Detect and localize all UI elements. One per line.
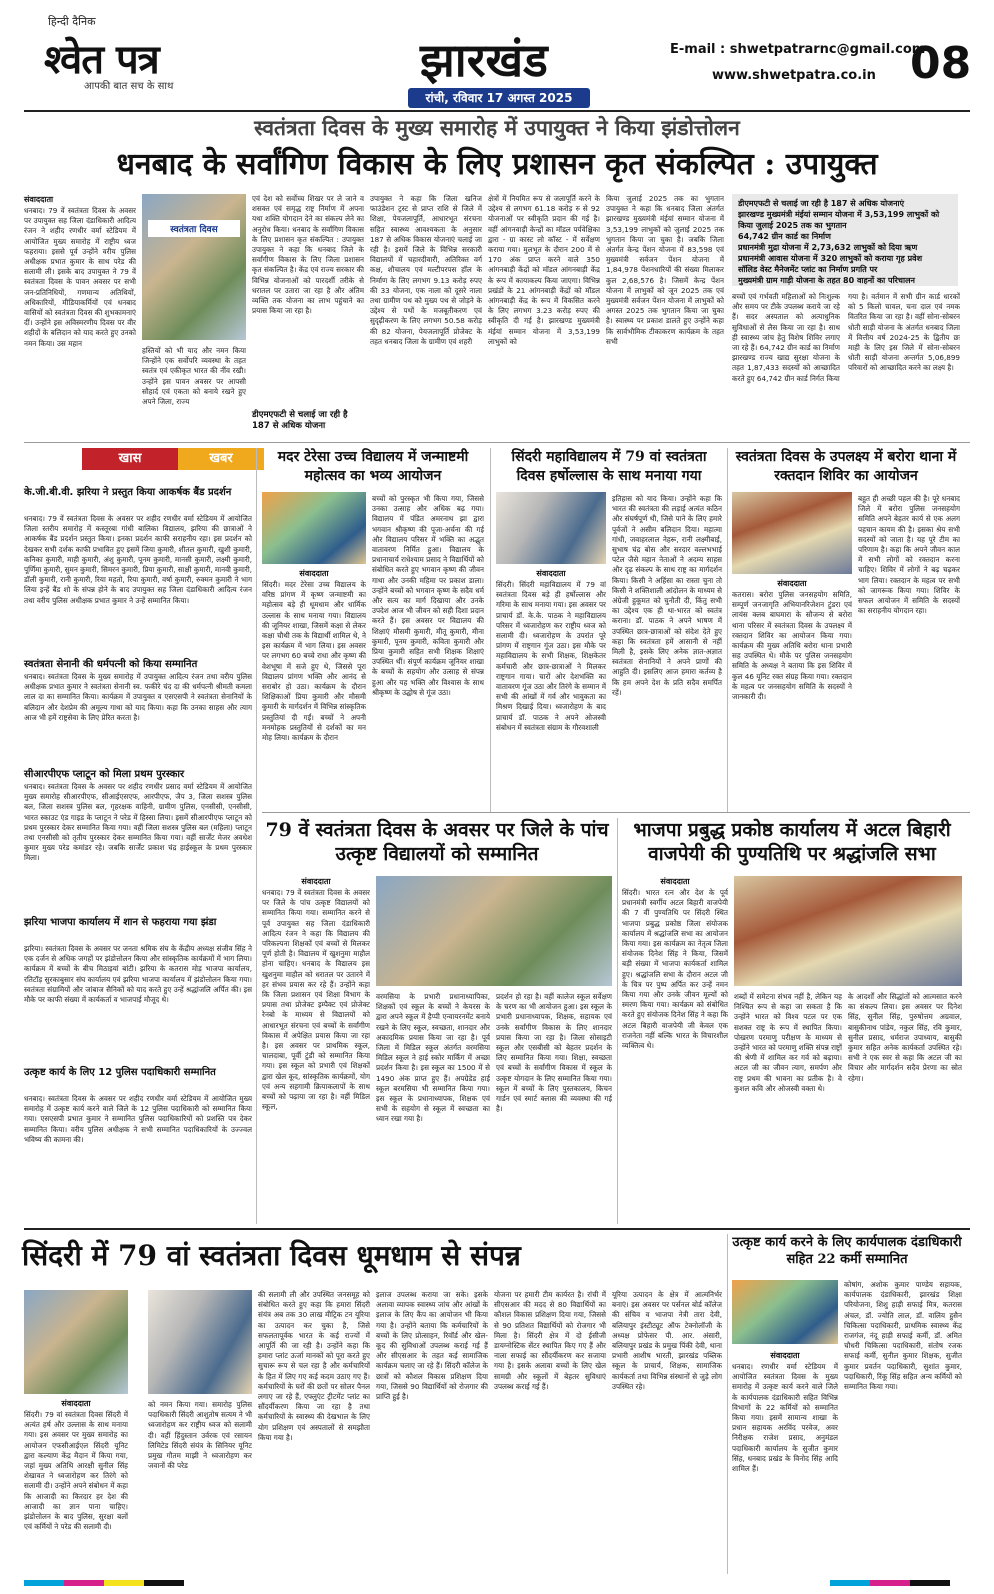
bottom-col-4: इलाज उपलब्ध कराया जा सके। इसके अलावा व्यापक स्वास्थ्य जांच और आंखों के इलाज के लिए कैंप का आयोजन भी किया गया है। उन्होंने बताया कि कर्मचारियों के बच्चों के लिए प्रोत्साहन, रिवॉर्ड और खेल-कूद की सुविधाओं उपलब्ध कराई गई हैं और सीएसआर के तहत कई सामाजिक कार्यक्रम चलाए जा रहे हैं। सिंदरी कॉलेज के छात्रों को कौशल विकास प्रशिक्षण दिया गया, जिससे 90 विद्यार्थियों को रोजगार की प्राप्ति हुई है। [376,1290,488,1402]
bottom-col-5: योजना पर हमारी टीम कार्यरत है। रांची में सीएसआर की मदद से 80 विद्यार्थियों का कौशल विकास प्रशिक्षण दिया गया, जिससे से 90 प्रतिशत विद्यार्थियों को रोजगार भी मिला है। सिंदरी क्षेत्र में दो ईसीजी डायग्नोस्टिक सेंटर स्थापित किए गए हैं और नाला सफाई का सौंदर्यीकरण कर सजाया गया है। इसके अलावा बच्चों के लिए खेल सामग्री और स्कूलों में बेहतर सुविधाएं उपलब्ध कराई गई हैं। [494,1290,606,1391]
highlight-item: सॉलिड वेस्ट मैनेजमेंट प्लांट का निर्माण प्रगति पर [738,265,878,274]
lead-col-8: गया है। वर्तमान में सभी ग्रीन कार्ड धारकों को 5 किलो चावल, चना दाल एवं नमक वितरित किया जा रहा है। वहीं सोना-सोबरन धोती साड़ी योजना के अंतर्गत धनबाद जिला में वित्तीय वर्ष 2024-25 के द्वितीय छः माही के लिए इस जिले में सोना-सोबरन धोती साड़ी योजना अन्तर्गत 5,06,899 परिवारों को आच्छादित करने का लक्ष्य है। [848,292,960,373]
print-mark-yellow [104,1580,144,1586]
section-title: झारखंड [420,33,548,87]
lead-col-7: बच्चों एवं गर्भवती महिलाओं को निःशुल्क और समय पर टीके उपलब्ध कराये जा रहे हैं। सदर अस्पताल को अत्याधुनिक सुविधाओं से लैस किया जा रहा है। साथ ही स्वास्थ्य जांच हेतु विशेष शिविर लगाए जा रहे हैं। 64,742 ग्रीन कार्ड का निर्माण झारखण्ड राज्य खाद्य सुरक्षा योजना के तहत 1,87,433 सदस्यों को आच्छादित करते हुए 64,742 ग्रीन कार्ड निर्गत किया [732,292,840,383]
brief-text: झरिया। स्वतंत्रता दिवस के अवसर पर जनता श्रमिक संघ के केंद्रीय अध्यक्ष संजीव सिंह ने एक दर्जन से अधिक जगहों पर झंडोत्तोलन किया और सांस्कृतिक कार्यक्रमों में भाग लिया। कार्यक्रम में बच्चों के बीच मिठाइयां बांटी। झरिया के कतरास मोड़ भाजपा कार्यालय, रतिटॉड़ सुरकाबुसार संघ कार्यालय एवं झरिया भाजपा कार्यालय में झंडोत्तोलन किया गया। स्वतंत्रता संग्रामियों और जांबाज सैनिकों को याद करते हुए उन्हें श्रद्धांजलि अर्पित की। इस मौके पर काफी संख्या में कार्यकर्ता व भाजपाई मौजूद थे। [24,944,252,1005]
bjp-col-3: के आदर्शों और सिद्धांतों को आत्मसात करने का संकल्प लिया। इस अवसर पर दिनेश सिंह, सुनील सिंह, पुरुषोत्तम अग्रवाल, बासुकीनाथ पांडेय, नकुल सिंह, रवि कुमार, सुनील प्रसाद, धर्मराज उपाध्याय, बासुकी कुमार सहित अनेक कार्यकर्ता उपस्थित रहे। सभी ने एक स्वर से कहा कि अटल जी का विचार और मार्गदर्शन सदैव प्रेरणा का स्रोत रहेगा। [848,992,962,1083]
khas-label: खास [82,448,178,470]
website-address: www.shwetpatra.co.in [712,68,876,83]
column-divider [617,818,618,1224]
newspaper-tagline: आपकी बात सच के साथ [84,81,174,92]
college-byline: संवाददाता [536,569,566,578]
schools-col-3: प्रदर्शन हो रहा है। वहीं कालेज स्कूल सर्वेक्षण के चरण का भी आयोजन हुआ। इस स्कूल के प्रभारी प्रधानाध्यापक, शिक्षक, सहायक एवं उनके सर्वांगीण विकास के लिए शानदार प्रयास किया जा रहा है। जिला सोसाइटी स्कूल और एसबीसी को बेहतर प्रदर्शन के लिए सम्मानित किया गया। शिक्षा, स्वच्छता एवं बच्चों के सर्वांगीण विकास में स्कूल के उत्कृष्ट योगदान के लिए सम्मानित किया गया। स्कूल में बच्चों के लिए पुस्तकालय, किचन गार्डन एवं स्मार्ट क्लास की व्यवस्था की गई है। [496,992,612,1114]
blood-camp-col-2: बहुत ही अच्छी पहल की है। पूरे धनबाद जिले में बरोरा पुलिस जनसहयोग समिति अपने बेहतर कार्य से एक अलग पहचान कायम की है। इसका श्रेय सभी सदस्यों को जाता है। यह पूरे टीम का परिणाम है। कहा कि अपने जीवन काल में सभी लोगों को रक्तदान करना चाहिए। शिविर में लोगों ने बढ़ चढ़कर भाग लिया। रक्तदान के महत्व पर सभी को जागरूक किया गया। शिविर के सफल आयोजन में समिति के सदस्यों का सराहनीय योगदान रहा। [858,494,960,616]
lead-kicker: स्वतंत्रता दिवस के मुख्य समारोह में उपायुक्त ने किया झंडोत्तोलन [254,116,740,140]
section-divider [262,812,970,813]
print-mark-black [144,1580,184,1586]
bottom-headline: सिंदरी में 79 वां स्वतंत्रता दिवस धूमधाम से संपन्न [22,1239,521,1272]
bjp-col-1: सिंदरी। भारत रत्न और देश के पूर्व प्रधानमंत्री स्वर्गीय अटल बिहारी वाजपेयी की 7 वीं पुण्यतिथि पर सिंदरी स्थित भाजपा प्रबुद्ध प्रकोष्ठ जिला संयोजक कार्यालय में श्रद्धांजलि सभा का आयोजन किया गया। इस कार्यक्रम का नेतृत्व जिला संयोजक दिनेश सिंह ने किया, जिसमें बड़ी संख्या में भाजपा कार्यकर्ता शामिल हुए। श्रद्धांजलि सभा के दौरान अटल जी के चित्र पर पुष्प अर्पित कर उन्हें नमन किया गया और उनके जीवन मूल्यों को स्मरण किया गया। कार्यक्रम को संबोधित करते हुए संयोजक दिनेश सिंह ने कहा कि अटल बिहारी वाजपेयी जी केवल एक राजनेता नहीं बल्कि भारत के विचारशील व्यक्तित्व थे। [622,888,728,1051]
lead-col-3: एवं देश को सर्वोच्च शिखर पर ले जाने व शसक्त एवं समृद्ध राष्ट्र निर्माण में अपना यथा शक्ति योगदान देने का संकल्प लेने का अनुरोध किया। धनबाद के सर्वांगिण विकास के लिए प्रशासन कृत संकल्पित : उपायुक्त उपायुक्त ने कहा कि धनबाद जिले के सर्वांगीण विकास के लिए जिला प्रशासन कृत संकल्पित है। केंद्र एवं राज्य सरकार की विभिन्न योजनाओं को पारदर्शी तरीके से धरातल पर उतारा जा रहा है और अंतिम व्यक्ति तक योजना का लाभ पहुंचाने का प्रयास किया जा रहा है। [252,194,364,316]
section-divider [24,442,970,443]
teresa-photo [262,492,366,564]
column-divider [490,448,491,812]
photo-banner-text: स्वतंत्रता दिवस [148,220,240,237]
bottom-photo-1 [24,1290,128,1394]
print-mark-cyan [830,1580,870,1586]
brief-title: सीआरपीएफ प्लाटून को मिला प्रथम पुरस्कार [24,769,185,780]
lead-col-2: हस्तियों को भी याद और नमन किया जिन्होंने एक सर्वोपरि व्यवस्था के तहत स्वतंत्र एवं एकीकृत भारत की नींव रखी। उन्होंने इस पावन अवसर पर आपसी सौहार्द एवं एकता को बनाये रखने हुए अपने जिला, राज्य [142,346,246,407]
brief-text: धनबाद। स्वतंत्रता दिवस के अवसर पर शहीद रणधीर वर्मा स्टेडियम में आयोजित मुख्य समारोह में उत्कृष्ट कार्य करने वाले जिले के 12 पुलिस पदाधिकारी को सम्मानित किया गया। एसएसपी प्रभात कुमार ने सम्मानित पुलिस पदाधिकारियों को प्रशस्ति पत्र देकर सम्मानित किया। वरीय पुलिस अधीक्षक ने सभी सम्मानित पदाधिकारियों के उज्ज्वल भविष्य की कामना की। [24,1094,252,1144]
honour-col-2: कोषांग, अशोक कुमार पाण्डेय सहायक, कार्यपालक दंडाधिकारी, झारखंड शिक्षा परियोजना, शिशु हाड़ी सफाई मित्र, कतरास अंचल, डॉ. ज्योति लाल, डॉ. वालिय हुसैन चिकित्सा पदाधिकारी, प्राथमिक स्वास्थ्य केंद्र राजगंज, नंदू हाड़ी सफाई कर्मी, डॉ. अमित चौधरी चिकित्सा पदाधिकारी, संतोष रजक सफाई कर्मी, सुनील कुमार शिक्षक, सुजीत कुमार प्रवर्तन पदाधिकारी, सुशांत कुमार, पदाधिकारी, रिंकू सिंह सहित अन्य कर्मियों को सम्मानित किया गया। [844,1280,962,1392]
masthead-rule [24,110,970,112]
print-mark-black [910,1580,950,1586]
brief-title: के.जी.बी.वी. झरिया ने प्रस्तुत किया आकर्षक बैंड प्रदर्शन [24,487,232,498]
college-col-1: सिंदरी। सिंदरी महाविद्यालय में 79 वां स्वतंत्रता दिवस बड़े ही हर्षोल्लास और गरिमा के साथ मनाया गया। इस अवसर पर प्राचार्य डॉ. के.के. पाठक ने महाविद्यालय परिसर में ध्वजारोहण कर राष्ट्रीय ध्वज को सलामी दी। ध्वजारोहण के उपरांत पूरे प्रांगण में राष्ट्रगान गूंज उठा। इस मौके पर महाविद्यालय के सभी शिक्षक, शिक्षकेतर कर्मचारी और छात्र-छात्राओं ने मिलकर राष्ट्रगान गाया। चारों ओर देशभक्ति का वातावरण गूंज उठा और तिरंगे के सम्मान में सभी की आंखों में गर्व और भावुकता का मिश्रण दिखाई दिया। ध्वजारोहण के बाद प्राचार्य डॉ. पाठक ने अपने ओजस्वी संबोधन में स्वतंत्रता संग्राम के गौरवशाली [496,580,606,732]
lead-highlights-box [732,194,958,286]
teresa-col-1: सिंदरी। मदर टेरेसा उच्च विद्यालय के वरिष्ठ प्रांगण में कृष्ण जन्माष्टमी का महोत्सव बड़े ही धूमधाम और धार्मिक उल्लास के साथ मनाया गया। विद्यालय की जूनियर शाखा, जिसमें कक्षा से लेकर कक्षा चौथी तक के विद्यार्थी शामिल थे, ने इस कार्यक्रम में भाग लिया। इस अवसर पर लगभग 60 बच्चे राधा और कृष्ण की वेशभूषा में सजे हुए थे, जिससे पूरा विद्यालय प्रांगण भक्ति और आनंद से सराबोर हो उठा। कार्यक्रम के दौरान शिक्षिकाओं प्रिया कुमारी और मौसमी कुमारी के मार्गदर्शन में विभिन्न सांस्कृतिक प्रस्तुतियां दी गईं। बच्चों ने अपनी मनमोहक प्रस्तुतियों से दर्शकों का मन मोह लिया। कार्यक्रम के दौरान [262,580,366,743]
lead-byline: संवाददाता [24,195,54,204]
bottom-col-6: यूरिया उत्पादन के क्षेत्र में आत्मनिर्भर बनाएं। इस अवसर पर पर्सनल बोर्ड कॉलेज की संचिव व भाजपा नेत्री तारा देवी, बलियापुर इंस्टीट्यूट ऑफ टेक्नोलॉजी के अध्यक्ष प्रोफेसर पी. आर. अंसारी, बलियापुर प्रखंड के प्रमुख पिंकी देवी, थाना प्रभारी आशीष भारती, झारखंड पब्लिक स्कूल के प्राचार्य, शिक्षक, सामाजिक कार्यकर्ता तथा विभिन्न संस्थानों से जुड़े लोग उपस्थित रहे। [612,1290,722,1391]
brief-text: धनबाद। स्वतंत्रता दिवस के मुख्य समारोह में उपायुक्त आदित्य रंजन तथा वरीय पुलिस अधीक्षक प्रभात कुमार ने स्वतंत्रता सेनानी स्व. फकीरे चंद दा की धर्मपत्नी श्रीमती कमला लाल दा का सम्मानित किया। कार्यक्रम में उपायुक्त व एसएसपी ने स्वतंत्रता सेनानियों के बलिदान और देशप्रेम की अमूल्य गाथा को याद किया। कहा कि उनका साहस और त्याग आज भी हमें राष्ट्रसेवा के लिए प्रेरित करता है। [24,672,252,722]
khabar-label: खबर [178,448,264,470]
brief-title: झरिया भाजपा कार्यालय में शान से फहराया गया झंडा [24,917,217,928]
teresa-col-2: बच्चों को पुरस्कृत भी किया गया, जिससे उनका उत्साह और अधिक बढ़ गया। विद्यालय में पंडित अमरनाथ झा द्वारा भगवान श्रीकृष्ण की पूजा-अर्चना की गई और विद्यालय परिसर में भक्ति का अद्भुत वातावरण निर्मित हुआ। विद्यालय के प्रधानाचार्य राधेश्याम प्रसाद ने विद्यार्थियों को संबोधित करते हुए भगवान कृष्ण की जीवन गाथा और उनकी महिमा पर प्रकाश डाला। उन्होंने बच्चों को भगवान कृष्ण के सदैव धर्म और सत्य का मार्ग दिखाया और उनके उपदेश आज भी जीवन को सही दिशा प्रदान करते हैं। इस अवसर पर विद्यालय की शिक्षाएं मौसमी कुमारी, मीतू कुमारी, मीना कुमारी, पूनम कुमारी, कविता कुमारी और प्रिया कुमारी सहित सभी शिक्षक शिक्षाएं उपस्थित थीं। संपूर्ण कार्यक्रम जूनियर शाखा के बच्चों के सहयोग और उत्साह से संपन्न हुआ और यह भक्ति और विश्वास के साथ श्रीकृष्ण के उद्घोष से गूंज उठा। [372,494,484,697]
bottom-col-2: को नमन किया गया। समारोह पुलिस पदाधिकारी सिंदरी आशुतोष सत्यम ने भी ध्वजारोहण कर राष्ट्रीय ध्वज को सलामी दी। वहीं हिंदुस्तान उर्वरक एवं रसायन लिमिटेड सिंदरी संयंत्र के सिनियर यूनिट प्रमुख गौतम माझी ने ध्वजारोहण कर जवानों की परेड [148,1400,252,1471]
section-divider [24,1228,970,1230]
honour-headline: उत्कृष्ट कार्य करने के लिए कार्यपालक दंडाधिकारी सहित 22 कर्मी सम्मानित [732,1235,962,1267]
highlight-item: डीएमएफटी से चलाई जा रही है 187 से अधिक योजनाएं [738,199,905,208]
bottom-byline: संवाददाता [61,1399,91,1408]
lead-headline: धनबाद के सर्वांगिण विकास के लिए प्रशासन कृत संकल्पित : उपायुक्त [116,147,878,182]
bjp-byline: संवाददाता [660,877,690,886]
bottom-col-3: की सलामी ली और उपस्थित जनसमूह को संबोधित करते हुए कहा कि हमारा सिंदरी संयंत्र अब तक 30 लाख मीट्रिक टन यूरिया का उत्पादन कर चुका है, जिसे सफलतापूर्वक भारत के कई राज्यों में आपूर्ति की जा रही है। उन्होंने कहा कि हमारा प्लांट ऊर्जा मानकों को पूरा करते हुए सुचारू रूप से चल रहा है और कर्मचारियों के हित में लिए गए कई कदम उठाए गए हैं। कर्मचारियों के घरों की छतों पर सोलर पैनल लगाए जा रहे हैं, एफ्लुएंट ट्रीटमेंट प्लांट का सौंदर्यीकरण किया जा रहा है तथा कर्मचारियों के स्वास्थ्य की देखभाल के लिए योग प्रशिक्षण एवं अस्पतालों से समझौता किया गया है। [258,1290,370,1442]
blood-camp-byline: संवाददाता [777,579,807,588]
brief-text: धनबाद। स्वतंत्रता दिवस के अवसर पर शहीद रणधीर प्रसाद वर्मा स्टेडियम में आयोजित मुख्य समारोह सीआरपीएफ, सीआईएसएफ, आरपीएफ, जैप 3, जिला सशस्त्र पुलिस बल, जिला सशस्त्र पुलिस बल, गृहरक्षक वाहिनी, ग्रामीण पुलिस, एनसीसी, एनसीसी, भारत स्काउट एंड गाइड के प्लाटून ने परेड में हिस्सा लिया। इसमें सीआरपीएफ प्लाटून को प्रथम पुरस्कार देकर सम्मानित किया गया। वहीं जिला सशस्त्र पुलिस बल (महिला) प्लाटून तथा एनसीसी को तृतीय पुरस्कार देकर सम्मानित किया गया। वहीं सार्जेंट मेजर अवधेश कुमार मुख्य परेड कमांडर रहे। जबकि सार्जेंट प्रकाश चंद्र हाईस्कूल के प्रथम पुरस्कार मिला। [24,782,252,863]
newspaper-logo: श्वेत पत्र [44,36,159,83]
highlight-item: प्रधानमंत्री मुद्रा योजना में 2,73,632 लाभुकों को दिया ऋण [738,243,918,252]
highlight-item: प्रधानमंत्री आवास योजना में 320 लाभुकों को कराया गृह प्रवेश [738,254,923,263]
honour-photo [732,1280,838,1344]
college-headline: सिंदरी महाविद्यालय में 79 वां स्वतंत्रता दिवस हर्षोल्लास के साथ मनाया गया [511,449,707,484]
lead-photo-flag-hoisting [142,194,246,340]
highlight-item: किया जुलाई 2025 तक का भुगतान [738,221,847,230]
email-address: E-mail : shwetpatrarnc@gmail.com [670,42,926,57]
brief-text: धनबाद। 79 वें स्वतंत्रता दिवस के अवसर पर शहीद रणधीर वर्मा स्टेडियम में आयोजित जिला स्तरीय समारोह में कस्तूरबा गांधी बालिका विद्यालय, झरिया की छात्राओं ने आकर्षक बैंड प्रदर्शन प्रस्तुत किया। इनका प्रदर्शन काफी सराहनीय रहा। इस प्रदर्शन को देखकर सभी दर्शक काफी प्रभावित हुए इसमें जिया कुमारी, शीतल कुमारी, खुशी कुमारी, कनिका कुमारी, माही कुमारी, अंशु कुमारी, पूनम कुमारी, मानसी कुमारी, लक्ष्मी कुमारी, पूर्णिमा कुमारी, सुमन कुमारी, सिमरन कुमारी, प्रिया कुमारी, साक्षी कुमारी, मानवी कुमारी, डॉली कुमारी, रानी कुमारी, रिया महतो, रिया कुमारी, वर्षा कुमारी, रुक्मन कुमारी ने भाग लिया इन्हें बैंड शो के संपन्न होने के बाद उपायुक्त सह जिला दंडाधिकारी आदित्य रंजन तथा वरीय पुलिस अधीक्षक प्रभात कुमार ने उन्हें सम्मानित किया। [24,514,252,605]
college-photo [496,492,606,564]
lead-col-1: धनबाद। 79 वें स्वतंत्रता दिवस के अवसर पर उपायुक्त सह जिला दंडाधिकारी आदित्य रंजन ने शहीद रणधीर वर्मा स्टेडियम में आयोजित मुख्य समारोह में राष्ट्रीय ध्वज फहराया। इससे पूर्व उन्होंने वरीय पुलिस अधीक्षक प्रभात कुमार के साथ परेड की सलामी ली। इसके बाद उपायुक्त ने 79 वें स्वतंत्रता दिवस के पावन अवसर पर सभी जन-प्रतिनिधियों, गणमान्य अतिथियों, अधिकारियों, मीडियाकर्मियों एवं धनबाद वासियों को स्वतंत्रता दिवस की शुभकामनाएं दीं। उन्होंने इस अविस्मरणीय दिवस पर वीर शहीदों के बलिदान को याद करते हुए उनको नमन किया। उस महान [24,206,136,348]
bottom-col-1: सिंदरी। 79 वां स्वतंत्रता दिवस सिंदरी में अत्यंत हर्ष और उल्लास के साथ मनाया गया। इस अवसर पर मुख्य समारोह का आयोजन एफसीआईएल सिंदरी यूनिट द्वारा कल्याण केंद्र मैदान में किया गया, जहां मुख्य अतिथि आरक्षी सुनील सिंह शेखावत ने ध्वजारोहण कर तिरंगे को सलामी दी। उन्होंने अपने संबोधन में कहा कि आजादी का किरदार हर देश की आजादी का ज्ञान पाना चाहिए। झंडोत्तोलन के बाद पुलिस, सुरक्षा बलों एवं कर्मियों ने परेड की सलामी दी। [24,1410,128,1532]
lead-col-6: किया जुलाई 2025 तक का भुगतान उपायुक्त ने कहा कि धनबाद जिला अंतर्गत झारखण्ड मुख्यमंत्री मंईयां सम्मान योजना में 3,53,199 लाभुकों को जुलाई 2025 तक भुगतान किया जा चुका है। जबकि जिला अंतर्गत केन्द्र पेंशन योजना में 83,598 एवं मुख्यमंत्री सर्वजन पेंशन योजना में 1,84,978 पेंशनधारियों की संख्या मिलाकर कुल 2,68,576 है। जिसमें केन्द्र पेंशन योजना में लाभुकों को जून 2025 तक एवं मुख्यमंत्री सर्वजन पेंशन योजना में लाभुकों को अगस्त 2025 तक भुगतान किया जा चुका है। स्वास्थ्य पर प्रकाश डालते हुए उन्होंने कहा कि सार्वभौमिक टीकाकरण कार्यक्रम के तहत सभी [606,194,724,346]
schools-byline: संवाददाता [301,877,331,886]
brief-title: स्वतंत्रता सेनानी की धर्मपत्नी को किया सम्मानित [24,659,198,670]
lead-col-5: क्षेत्रों में नियमित रूप से जलापूर्ति करने के उद्देश्य से लगभग 61.18 करोड़ रु से 92 योजनाओं पर स्वीकृति प्रदान की गई है। वहीं आंगनवाड़ी केन्द्रों का मॉडल पर्यवेक्षिका द्वारा - ग्रा कास्ट लो कॉस्ट - में सर्वेक्षण कराया गया। मुलभूत के दौरान 200 में से 170 अंक प्राप्त करने वाले 350 आंगनबाड़ी केंद्रों को मॉडल आंगनबाड़ी केंद्र के रूप में कायाकल्प किया जाएगा। विभिन्न प्रखंडों के 21 आंगनबाड़ी केंद्रों को मॉडल आंगनबाड़ी केंद्र के रूप में विकसित करने के लिए लगभग 3.23 करोड़ रुपए की स्वीकृति दी गई है। झारखण्ड मुख्यमंत्री मंईयां सम्मान योजना में 3,53,199 लाभुकों को [488,194,600,346]
teresa-headline: मदर टेरेसा उच्च विद्यालय में जन्माष्टमी महोत्सव का भव्य आयोजन [277,449,469,484]
highlight-item: 64,742 ग्रीन कार्ड का निर्माण [738,232,831,241]
bjp-col-2: शब्दों में समेटना संभव नहीं है, लेकिन यह निश्चित रूप से कहा जा सकता है कि उन्होंने भारत को विश्व पटल पर एक सशक्त राष्ट्र के रूप में स्थापित किया। पोखरण परमाणु परीक्षण के माध्यम से उन्होंने भारत को परमाणु शक्ति संपन्न राष्ट्रों की श्रेणी में शामिल कर गर्व को बढ़ाया। अटल जी का जीवन त्याग, समर्पण और राष्ट्र प्रथम की भावना का प्रतीक है। वे कुशल कवि और ओजस्वी वक्ता थे। [734,992,842,1093]
honour-byline: संवाददाता [770,1351,800,1360]
blood-camp-photo [732,492,852,574]
column-divider [256,448,257,1224]
edition-date: रांची, रविवार 17 अगस्त 2025 [408,88,590,108]
print-mark-cyan [24,1580,64,1586]
paper-type-label: हिन्दी दैनिक [48,15,96,28]
college-col-2: इतिहास को याद किया। उन्होंने कहा कि भारत की स्वतंत्रता की लड़ाई अत्यंत कठिन और संघर्षपूर्ण थी, जिसे पाने के लिए हमारे पूर्वजों ने असीम बलिदान दिया। महात्मा गांधी, जवाहरलाल नेहरू, रानी लक्ष्मीबाई, सुभाष चंद्र बोस और सरदार वल्लभभाई पटेल जैसे महान नेताओं ने अदम्य साहस और दृढ़ संकल्प के साथ राष्ट्र का मार्गदर्शन किया। किसी ने अहिंसा का रास्ता चुना तो किसी ने शक्तिशाली आंदोलन के माध्यम से अंग्रेजी हुकूमत को चुनौती दी, किंतु सभी का उद्देश्य एक ही था-भारत को स्वतंत्र कराना। डॉ. पाठक ने अपने भाषण में उपस्थित छात्र-छात्राओं को संदेश देते हुए कहा कि स्वतंत्रता हमें आसानी से नहीं मिली है, इसके लिए अनेक ज्ञात-अज्ञात स्वतंत्रता सेनानियों ने अपने प्राणों की आहुति दी। इसलिए आज हमारा कर्तव्य है कि हम अपने देश के प्रति सदैव समर्पित रहें। [612,494,722,697]
print-mark-magenta [870,1580,910,1586]
highlight-item: मुख्यमंत्री ग्राम गाड़ी योजना के तहत 80 वाहनों का परिचालन [738,276,915,285]
brief-title: उत्कृष्ट कार्य के लिए 12 पुलिस पदाधिकारी सम्मानित [24,1067,216,1078]
lead-col-4: उपायुक्त ने कहा कि जिला खनिज फाउंडेशन ट्रस्ट से प्राप्त राशि से जिले में शिक्षा, पेयजलापूर्ति, आधारभूत संरचना सहित स्वास्थ्य आवश्यकता के अनुसार 187 से अधिक विकास योजनाएं चलाई जा रही है। इसमें जिले के विभिन्न सरकारी विद्यालयों में चहारदीवारी, अतिरिक्त वर्ग कक्ष, शौचालय एवं मल्टीपरपस हॉल के निर्माण के लिए लगभग 9.13 करोड़ रुपए की 33 योजना, एक नाला को दूसरे नाला तथा ग्रामीण पथ को मुख्य पथ से जोड़ने के उद्देश्य से पथों के मजबूतीकरण एवं सुदृढ़ीकरण के लिए लगभग 50.58 करोड़ की 82 योजना, पेयजलापूर्ति प्रोजेक्ट के तहत धनबाद जिला के ग्रामीण एवं शहरी [370,194,482,346]
teresa-byline: संवाददाता [299,569,329,578]
blood-camp-headline: स्वतंत्रता दिवस के उपलक्ष्य में बरोरा थाना में रक्तदान शिविर का आयोजन [735,449,957,484]
column-divider [727,1234,728,1574]
schools-headline: 79 वें स्वतंत्रता दिवस के अवसर पर जिले के पांच उत्कृष्ट विद्यालयों को सम्मानित [265,819,609,865]
bjp-photo [734,876,962,986]
honour-col-1: धनबाद। रणधीर वर्मा स्टेडियम में आयोजित स्वतंत्रता दिवस के मुख्य समारोह में उत्कृष्ट कार्य करने वाले जिले के कार्यपालक दंडाधिकारी सहित विभिन्न विभागों के 22 कर्मियों को सम्मानित किया गया। इसमें सामान्य शाखा के प्रधान सहायक अरविंद परवेज, अवर निरीक्षक राजेश प्रसाद, अनुमंडल पदाधिकारी कार्यालय के सुजीत कुमार सिंह, धनबाद प्रखंड के विनोद सिंह आदि शामिल हैं। [732,1362,838,1474]
schools-col-2: वरमसिया के प्रभारी प्रधानाध्यापिका, शिक्षकों एवं स्कूल के बच्चों ने केयरस के द्वारा अपने स्कूल में हैप्पी एन्वायरनमेंट बनाये रखने के लिए स्कूल, स्वच्छता, शानदार और अकादमिक प्रयास किया जा रहा है। पूर्व जिला में मिडिल स्कूल अंतर्गत वरमसिया मिडिल स्कूल ने हाई स्कोर मार्किंग में अच्छा प्रदर्शन किया है। इस स्कूल का 1500 में से 1490 अंक प्राप्त हुए हैं। अपग्रेडेड हाई स्कूल बरमसिया भी सम्मानित किया गया। इस स्कूल के प्रधानाध्यापक, शिक्षक एवं सभी के सहयोग से स्कूल में स्वच्छता का ध्यान रखा गया है। [376,992,490,1124]
blood-camp-col-1: कतरास। बरोरा पुलिस जनसहयोग समिति, सम्पूर्ण जनजागृति अभियानरिजेशन टुंडरा एवं लायंस क्लब बाघमारा के सौजन्य से बरोरा थाना परिसर में स्वतंत्रता दिवस के उपलक्ष्य में रक्तदान शिविर का आयोजन किया गया। कार्यक्रम की मुख्य अतिथि बरोरा थाना प्रभारी सह उपस्थित थे। मौके पर पुलिस जनसहयोग समिति के अध्यक्ष ने बताया कि इस शिविर में कुल 46 यूनिट रक्त संग्रह किया गया। रक्तदान के महत्व पर जनसहयोग समिति के सदस्यों ने जानकारी दी। [732,590,852,702]
highlight-item: झारखण्ड मुख्यमंत्री मंईयां सम्मान योजना में 3,53,199 लाभुकों को [738,210,940,219]
bjp-headline: भाजपा प्रबुद्ध प्रकोष्ठ कार्यालय में अटल बिहारी वाजपेयी की पुण्यतिथि पर श्रद्धांजलि सभा [633,819,951,865]
print-mark-magenta [64,1580,104,1586]
lead-subhead: डीएमएफटी से चलाई जा रही है 187 से अधिक योजना [252,410,348,431]
column-divider [727,448,728,812]
schools-photo [376,876,612,986]
schools-col-1: धनबाद। 79 वें स्वतंत्रता दिवस के अवसर पर जिले के पांच उत्कृष्ट विद्यालयों को सम्मानित किया गया। सम्मानित करने से पूर्व उपायुक्त सह जिला दंडाधिकारी आदित्य रंजन ने कहा कि विद्यालय की परिकल्पना शिक्षकों एवं बच्चों से मिलकर पूर्ण होती है। विद्यालय में खुशनुमा माहौल होना चाहिए। धनबाद के विद्यालय इस खुशनुमा माहौल को धरातल पर उतारने में हर संभव प्रयास कर रहे हैं। उन्होंने कहा कि जिला प्रशासन एवं शिक्षा विभाग के प्रयास तथा प्रोजेक्ट इम्पैक्ट एवं प्रोजेक्ट रेनबो के माध्यम से विद्यालयों को आधारभूत संरचना एवं बच्चों के सर्वांगीण विकास में अपेक्षित प्रयास किया जा रहा है। इस अवसर पर प्राथमिक स्कूल, चालदाबा, पूर्वी टुंडी को सम्मानित किया गया। इस स्कूल को प्रभारी एवं शिक्षकों द्वारा खेल कूद, सांस्कृतिक कार्यक्रमों, योग एवं अन्य सहगामी क्रियाकलापों के साथ बच्चों को पढ़ाया जा रहा है। वहीं मिडिल स्कूल, [262,888,370,1112]
page-number: 08 [910,38,972,89]
bottom-photo-2 [148,1290,252,1394]
